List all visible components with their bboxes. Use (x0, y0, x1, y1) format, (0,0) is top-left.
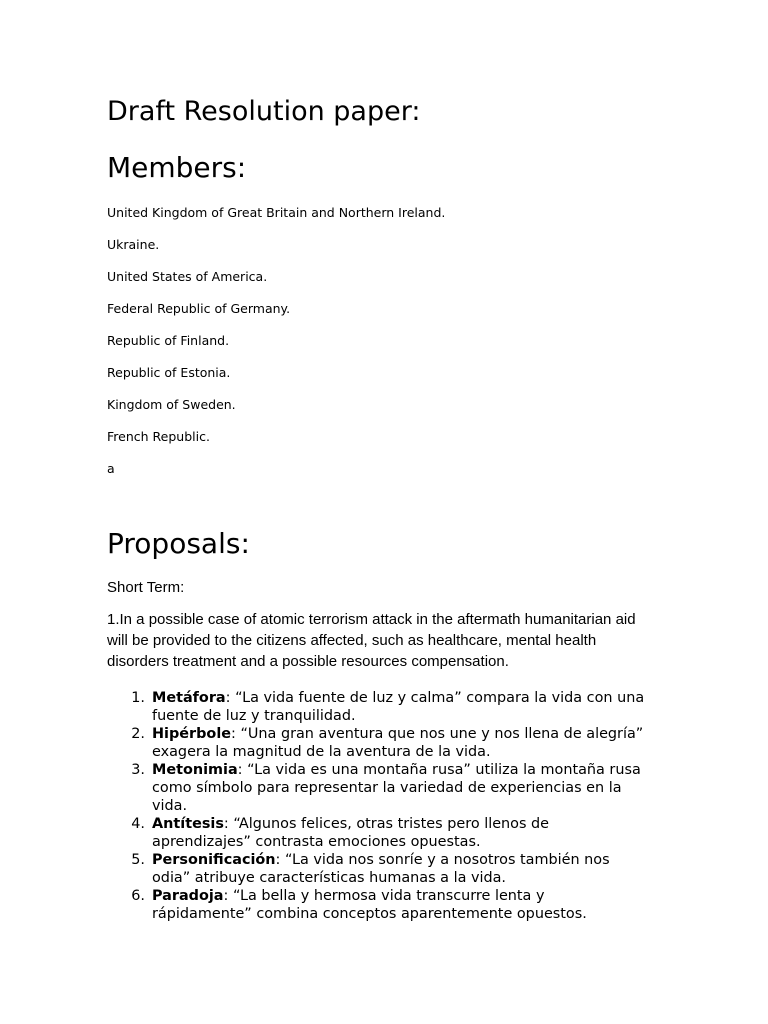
member-item: a (107, 461, 115, 476)
figure-term: Personificación (152, 852, 276, 868)
member-item: Kingdom of Sweden. (107, 397, 236, 412)
list-item (107, 689, 647, 725)
figure-description: : “Algunos felices, otras tristes pero llenos de aprendizajes” contrasta emociones opuestas. (152, 816, 550, 850)
figure-description: : “La vida es una montaña rusa” utiliza la montaña rusa como símbolo para representar la variedad de experiencias en la vida. (152, 762, 641, 814)
list-number: 6. (131, 888, 145, 904)
list-item (107, 815, 647, 851)
list-item (107, 761, 647, 815)
member-item: United States of America. (107, 269, 268, 284)
figure-term: Paradoja (152, 888, 224, 904)
figure-description: : “Una gran aventura que nos une y nos llena de alegría” exagera la magnitud de la aventura de la vida. (152, 726, 644, 760)
document-title: Draft Resolution paper: (107, 96, 421, 127)
figure-term: Antítesis (152, 816, 224, 832)
member-item: United Kingdom of Great Britain and Northern Ireland. (107, 205, 446, 220)
figure-term: Hipérbole (152, 726, 232, 742)
short-term-label: Short Term: (107, 579, 185, 596)
member-item: Republic of Finland. (107, 333, 230, 348)
member-item: Ukraine. (107, 237, 160, 252)
proposal-paragraph: 1.In a possible case of atomic terrorism attack in the aftermath humanitarian aid will be provided to the citizens affected, such as healthcare, mental health disorders treatment and a possible resources compensation. (107, 611, 636, 670)
member-item: French Republic. (107, 429, 210, 444)
literary-figures-list (107, 689, 647, 923)
list-item (107, 851, 647, 887)
list-number: 1. (131, 690, 145, 706)
member-item: Federal Republic of Germany. (107, 301, 291, 316)
figure-description: : “La vida nos sonríe y a nosotros también nos odia” atribuye características humanas a la vida. (152, 852, 610, 886)
figure-description: : “La vida fuente de luz y calma” compara la vida con una fuente de luz y tranquilidad. (152, 690, 645, 724)
proposals-heading: Proposals: (107, 527, 250, 560)
figure-description: : “La bella y hermosa vida transcurre lenta y rápidamente” combina conceptos aparentemente opuestos. (152, 888, 587, 922)
list-item (107, 887, 647, 923)
member-item: Republic of Estonia. (107, 365, 231, 380)
list-item (107, 725, 647, 761)
list-number: 3. (131, 762, 145, 778)
figure-term: Metáfora (152, 690, 226, 706)
list-number: 2. (131, 726, 145, 742)
members-heading: Members: (107, 151, 247, 184)
list-number: 4. (131, 816, 145, 832)
figure-term: Metonimia (152, 762, 238, 778)
list-number: 5. (131, 852, 145, 868)
